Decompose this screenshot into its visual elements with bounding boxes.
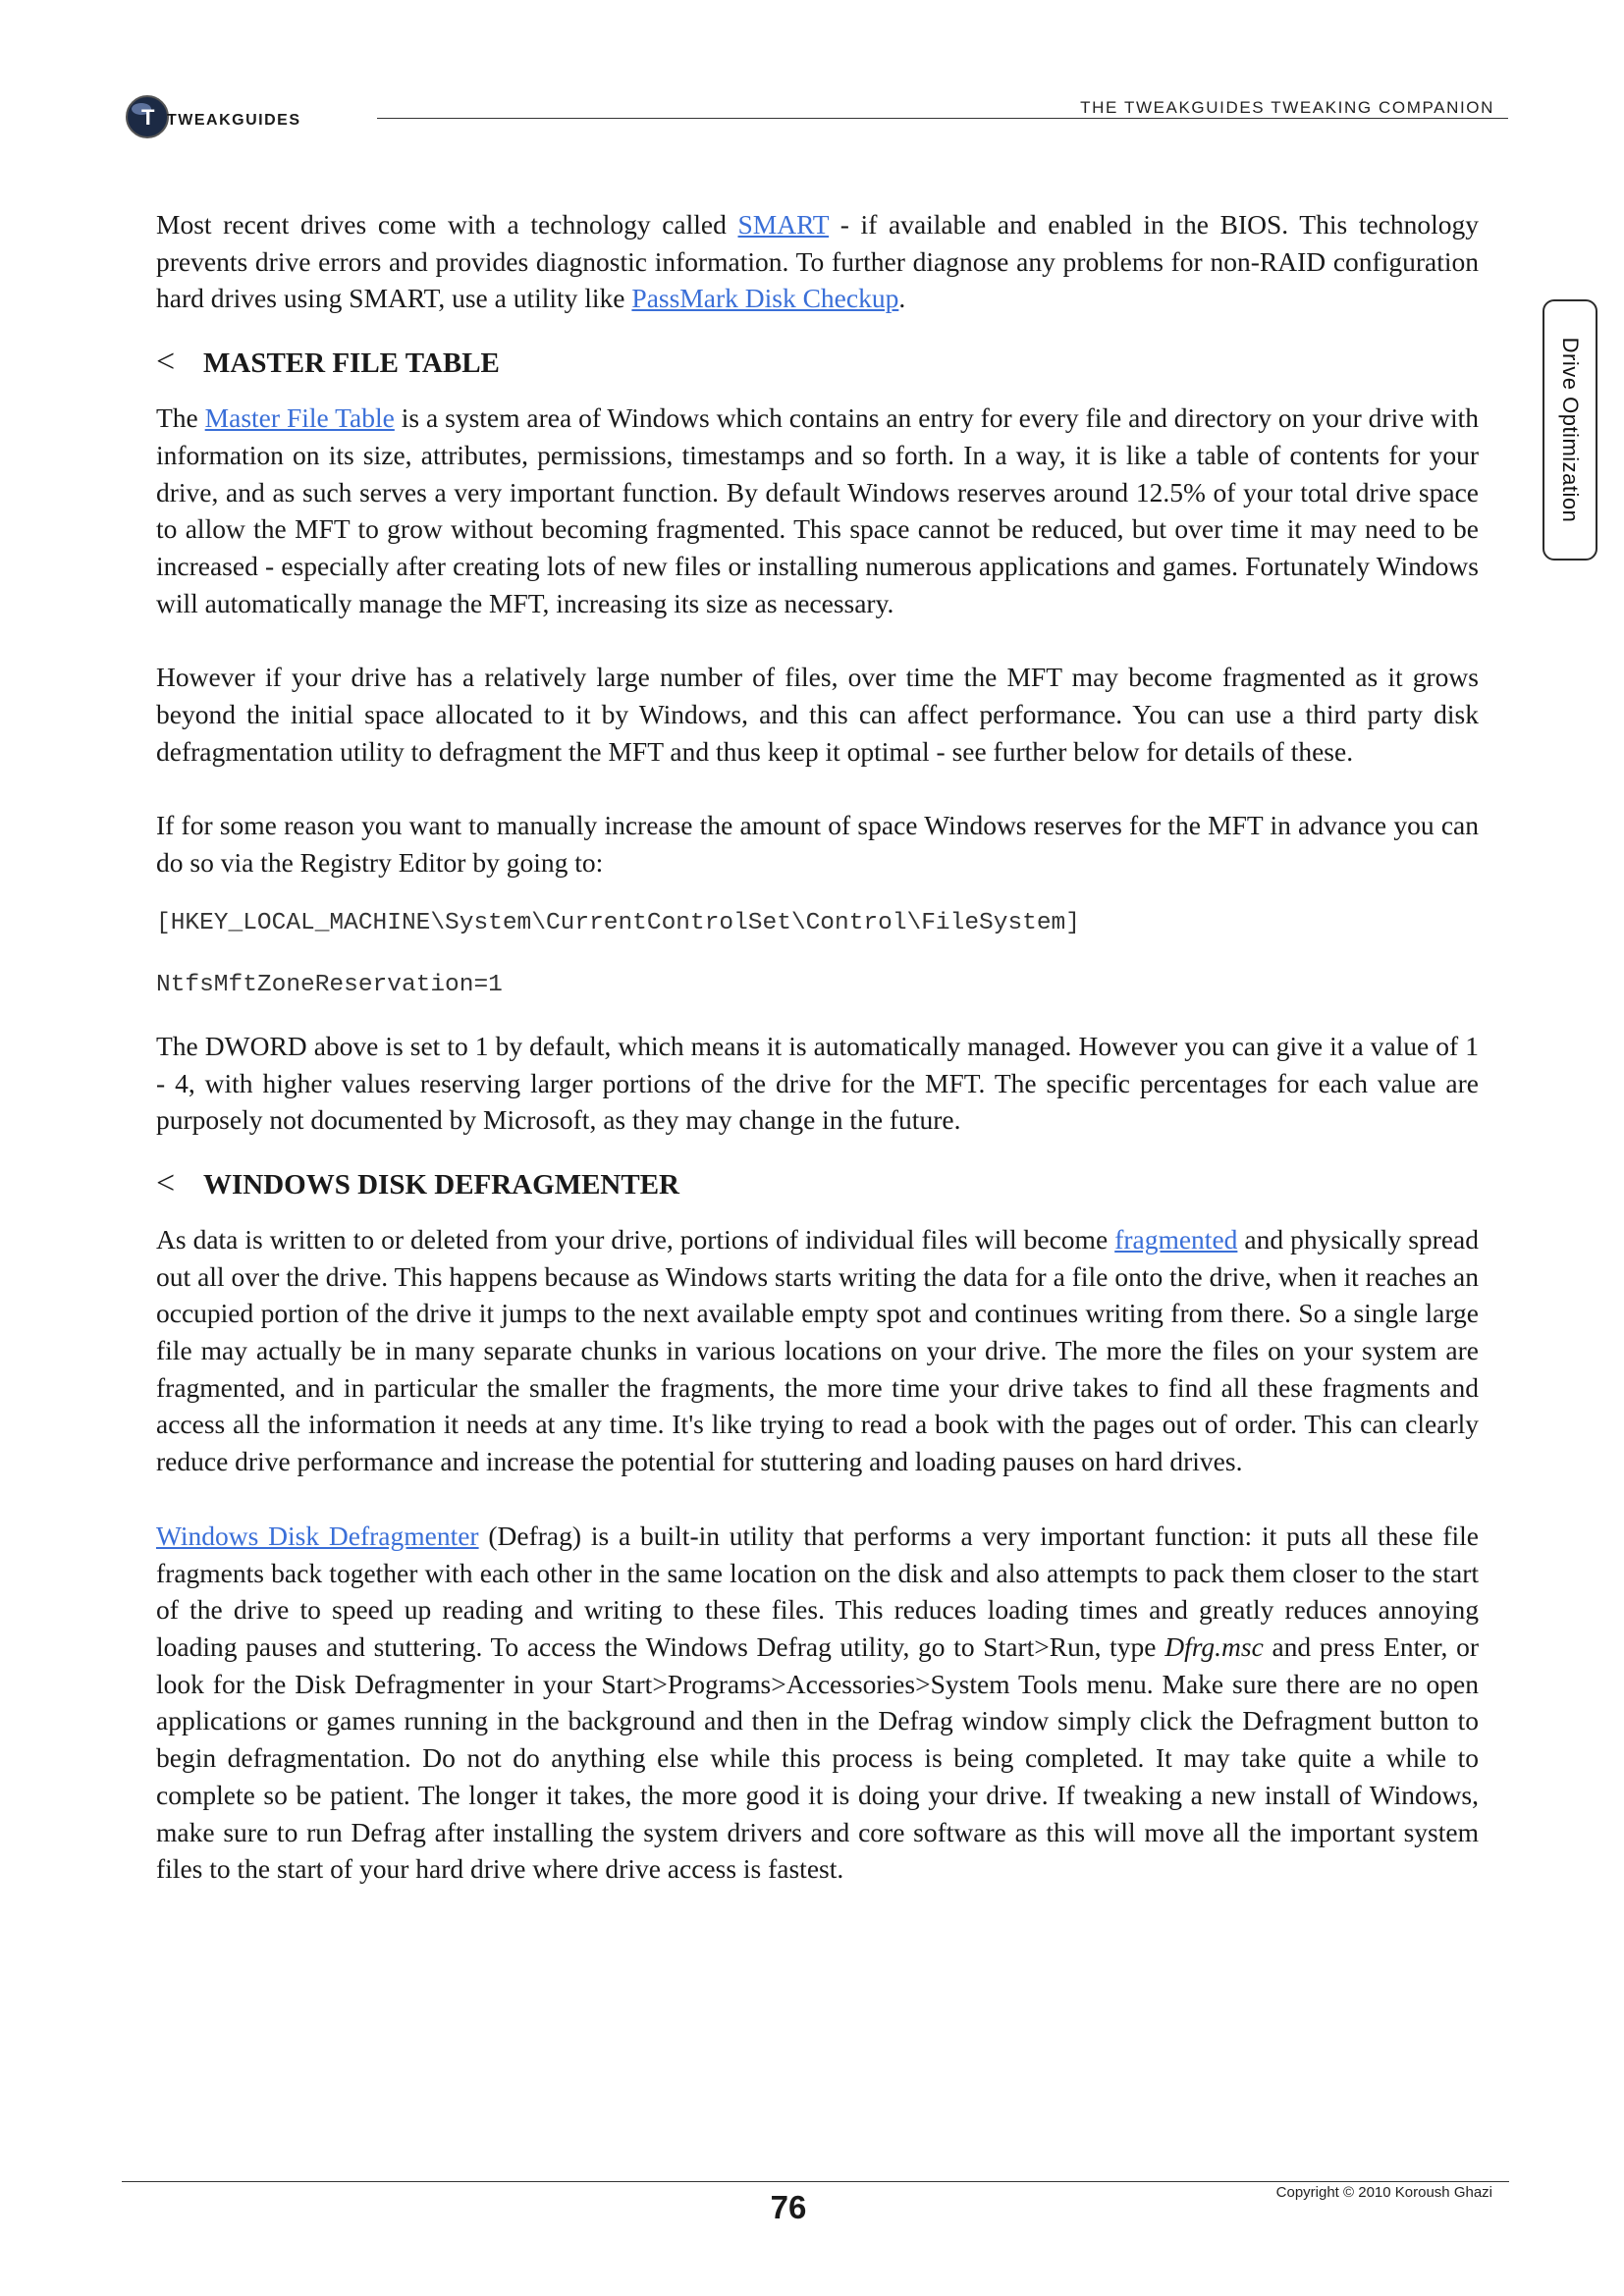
mft-paragraph-2: However if your drive has a relatively large number of files, over time the MFT may become fragmented as it grows beyond the initial space allocated to it by Windows, and this can affect performance. You can use a third party disk defragmentation utility to defragment the MFT and thus keep it optimal - see further below for details of these. — [156, 662, 1479, 767]
defrag-paragraph-2: Windows Disk Defragmenter (Defrag) is a built-in utility that performs a very important function: it puts all these file fragments back together with each other in the same location on the disk and also attempts to pack them closer to the start of the drive to speed up reading and writing to these files. This reduces loading times and greatly reduces annoying loading pauses and stuttering. To access the Windows Defrag utility, go to Start>Run, type Dfrg.msc and press Enter, or look for the Disk Defragmenter in your Start>Programs>Accessories>System Tools menu. Make sure there are no open applications or games running in the background and then in the Defrag window simply click the Defragment button to begin defragmentation. Do not do anything else while this process is being completed. It may take quite a while to complete so be patient. The longer it takes, the more good it is doing your drive. If tweaking a new install of Windows, make sure to run Defrag after installing the system drivers and core software as this will move all the important system files to the start of your hard drive where drive access is fastest. — [156, 1520, 1479, 1885]
smart-link[interactable]: SMART — [737, 209, 830, 240]
defrag-paragraph-1: As data is written to or deleted from your drive, portions of individual files will become fragmented and physically spread out all over the drive. This happens because as Windows starts writing the data for a file onto the drive, when it reaches an occupied portion of the drive it jumps to the next available empty spot and continues writing from there. So a single large file may actually be in many separate chunks in various locations on your drive. The more the files on your system are fragmented, and in particular the smaller the fragments, the more time your drive takes to find all these fragments and access all the information it needs at any time. It's like trying to read a book with the pages out of order. This can clearly reduce drive performance and increase the potential for stuttering and loading pauses on hard drives. — [156, 1223, 1479, 1477]
passmark-disk-checkup-link[interactable]: PassMark Disk Checkup — [631, 283, 899, 314]
heading-master-file-table: < MASTER FILE TABLE — [156, 344, 500, 381]
registry-value: NtfsMftZoneReservation=1 — [156, 971, 503, 998]
tweakguides-logo — [124, 92, 359, 141]
page-number: 76 — [770, 2189, 807, 2225]
fragmented-link[interactable]: fragmented — [1114, 1223, 1238, 1255]
bullet-arrow-icon: < — [156, 1164, 176, 1201]
svg-text:T: T — [141, 105, 155, 130]
windows-disk-defragmenter-link[interactable]: Windows Disk Defragmenter — [156, 1520, 479, 1551]
section-side-tab — [1543, 299, 1597, 561]
registry-key: [HKEY_LOCAL_MACHINE\System\CurrentControlSet\Control\FileSystem] — [156, 909, 1080, 936]
header-title: THE TWEAKGUIDES TWEAKING COMPANION — [1080, 98, 1494, 117]
intro-paragraph: Most recent drives come with a technology called SMART - if available and enabled in the BIOS. This technology prevents drive errors and provides diagnostic information. To further diagnose any problems for non-RAID configuration hard drives using SMART, use a utility like PassMark Disk Checkup. — [156, 209, 1480, 314]
side-tab-label: Drive Optimization — [1558, 337, 1583, 523]
master-file-table-link[interactable]: Master File Table — [204, 402, 395, 434]
heading-windows-disk-defragmenter: < WINDOWS DISK DEFRAGMENTER — [156, 1164, 679, 1201]
page-content — [156, 206, 1479, 1888]
copyright-notice: Copyright © 2010 Koroush Ghazi — [1275, 2184, 1492, 2201]
svg-text:TWEAKGUIDES: TWEAKGUIDES — [167, 112, 301, 129]
bullet-arrow-icon: < — [156, 344, 176, 381]
header-rule — [377, 118, 1508, 119]
mft-paragraph-1: The Master File Table is a system area of Windows which contains an entry for every file and directory on your drive with information on its size, attributes, permissions, timestamps and so forth. In a way, it is like a table of contents for your drive, and as such serves a very important function. By default Windows reserves around 12.5% of your total drive space to allow the MFT to grow without becoming fragmented. This space cannot be reduced, but over time it may need to be increased - especially after creating lots of new files or installing numerous applications and games. Fortunately Windows will automatically manage the MFT, increasing its size as necessary. — [156, 402, 1479, 618]
footer-rule — [122, 2181, 1509, 2182]
mft-paragraph-4: The DWORD above is set to 1 by default, which means it is automatically managed. However you can give it a value of 1 - 4, with higher values reserving larger portions of the drive for the MFT. The specific percentages for each value are purposely not documented by Microsoft, as they may change in the future. — [156, 1030, 1479, 1136]
mft-paragraph-3: If for some reason you want to manually increase the amount of space Windows reserves for the MFT in advance you can do so via the Registry Editor by going to: — [156, 810, 1479, 879]
